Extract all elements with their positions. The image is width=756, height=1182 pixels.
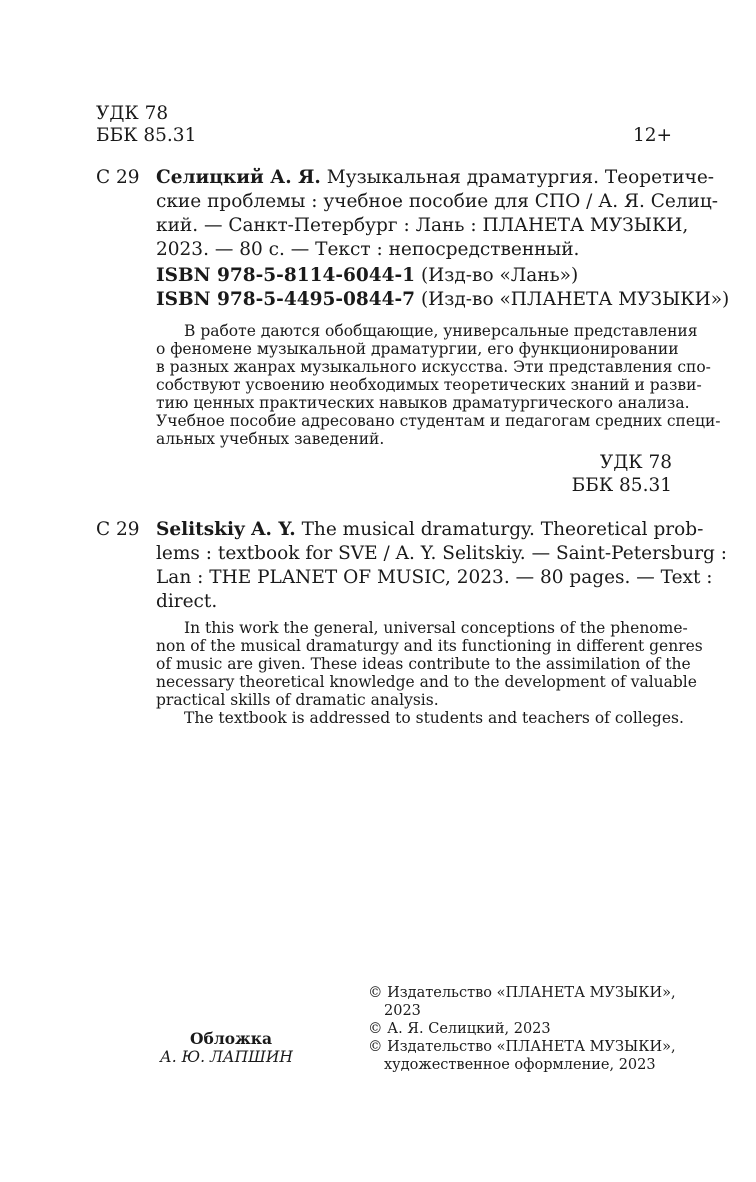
ru-record-code: С 29 <box>96 167 140 188</box>
en-record-body <box>156 518 728 614</box>
en-abstract-line: practical skills of dramatic analysis. <box>156 691 439 709</box>
en-author: Selitskiy A. Y. <box>156 519 296 540</box>
ru-author: Селицкий А. Я. <box>156 167 321 188</box>
en-record-line-4: direct. <box>156 591 218 612</box>
copyright-line: © Издательство «ПЛАНЕТА МУЗЫКИ», <box>368 985 676 1001</box>
cover-designer: А. Ю. ЛАПШИН <box>160 1048 293 1066</box>
ru-abstract-line: тию ценных практических навыков драматургического анализа. <box>156 394 690 412</box>
en-abstract <box>156 619 703 727</box>
ru-abstract <box>156 322 721 448</box>
copyright-line: 2023 <box>384 1003 421 1019</box>
en-abstract-line: In this work the general, universal conceptions of the phenome- <box>184 619 688 637</box>
en-abstract-line: of music are given. These ideas contribute to the assimilation of the <box>156 655 691 673</box>
en-abstract-line: necessary theoretical knowledge and to the development of valuable <box>156 673 697 691</box>
en-abstract-line: The textbook is addressed to students and teachers of colleges. <box>184 709 684 727</box>
ru-record-line-4: 2023. — 80 с. — Текст : непосредственный. <box>156 239 580 260</box>
isbn-lan: ISBN 978-5-8114-6044-1 (Изд-во «Лань») <box>156 265 579 286</box>
age-rating: 12+ <box>632 125 672 146</box>
copyright-line: художественное оформление, 2023 <box>384 1057 656 1073</box>
ru-udk-code: УДК 78 <box>599 452 672 473</box>
en-abstract-line: non of the musical dramaturgy and its functioning in different genres <box>156 637 703 655</box>
ru-abstract-line: альных учебных заведений. <box>156 430 385 448</box>
copyright-line: © А. Я. Селицкий, 2023 <box>368 1021 551 1037</box>
cover-label: Обложка <box>190 1029 272 1048</box>
ru-abstract-line: в разных жанрах музыкального искусства. Эти представления спо- <box>156 358 711 376</box>
ru-abstract-line: В работе даются обобщающие, универсальные представления <box>184 322 698 340</box>
en-record-line-2: lems : textbook for SVE / A. Y. Selitskiy. — Saint-Petersburg : <box>156 543 728 564</box>
ru-record-line-1: Селицкий А. Я. Музыкальная драматургия. Теоретиче- <box>156 167 715 188</box>
copyright-block <box>368 984 676 1074</box>
ru-abstract-line: собствуют усвоению необходимых теоретических знаний и разви- <box>156 376 702 394</box>
isbn-list <box>156 264 729 312</box>
udk-code: УДК 78 <box>96 103 169 124</box>
ru-record-line-2: ские проблемы : учебное пособие для СПО / А. Я. Селиц- <box>156 191 719 212</box>
ru-record-line-3: кий. — Санкт-Петербург : Лань : ПЛАНЕТА МУЗЫКИ, <box>156 215 689 236</box>
ru-bbk-code: ББК 85.31 <box>571 475 672 496</box>
ru-abstract-line: о феномене музыкальной драматургии, его функционировании <box>156 340 679 358</box>
en-record-code: С 29 <box>96 519 140 540</box>
en-record-line-1: Selitskiy A. Y. The musical dramaturgy. Theoretical prob- <box>156 519 704 540</box>
ru-abstract-line: Учебное пособие адресовано студентам и педагогам средних специ- <box>156 412 721 430</box>
copyright-line: © Издательство «ПЛАНЕТА МУЗЫКИ», <box>368 1039 676 1055</box>
ru-record-body <box>156 166 719 262</box>
bbk-code: ББК 85.31 <box>96 125 197 146</box>
isbn-planet: ISBN 978-5-4495-0844-7 (Изд-во «ПЛАНЕТА МУЗЫКИ») <box>156 289 730 310</box>
en-record-line-3: Lan : THE PLANET OF MUSIC, 2023. — 80 pages. — Text : <box>156 567 713 588</box>
